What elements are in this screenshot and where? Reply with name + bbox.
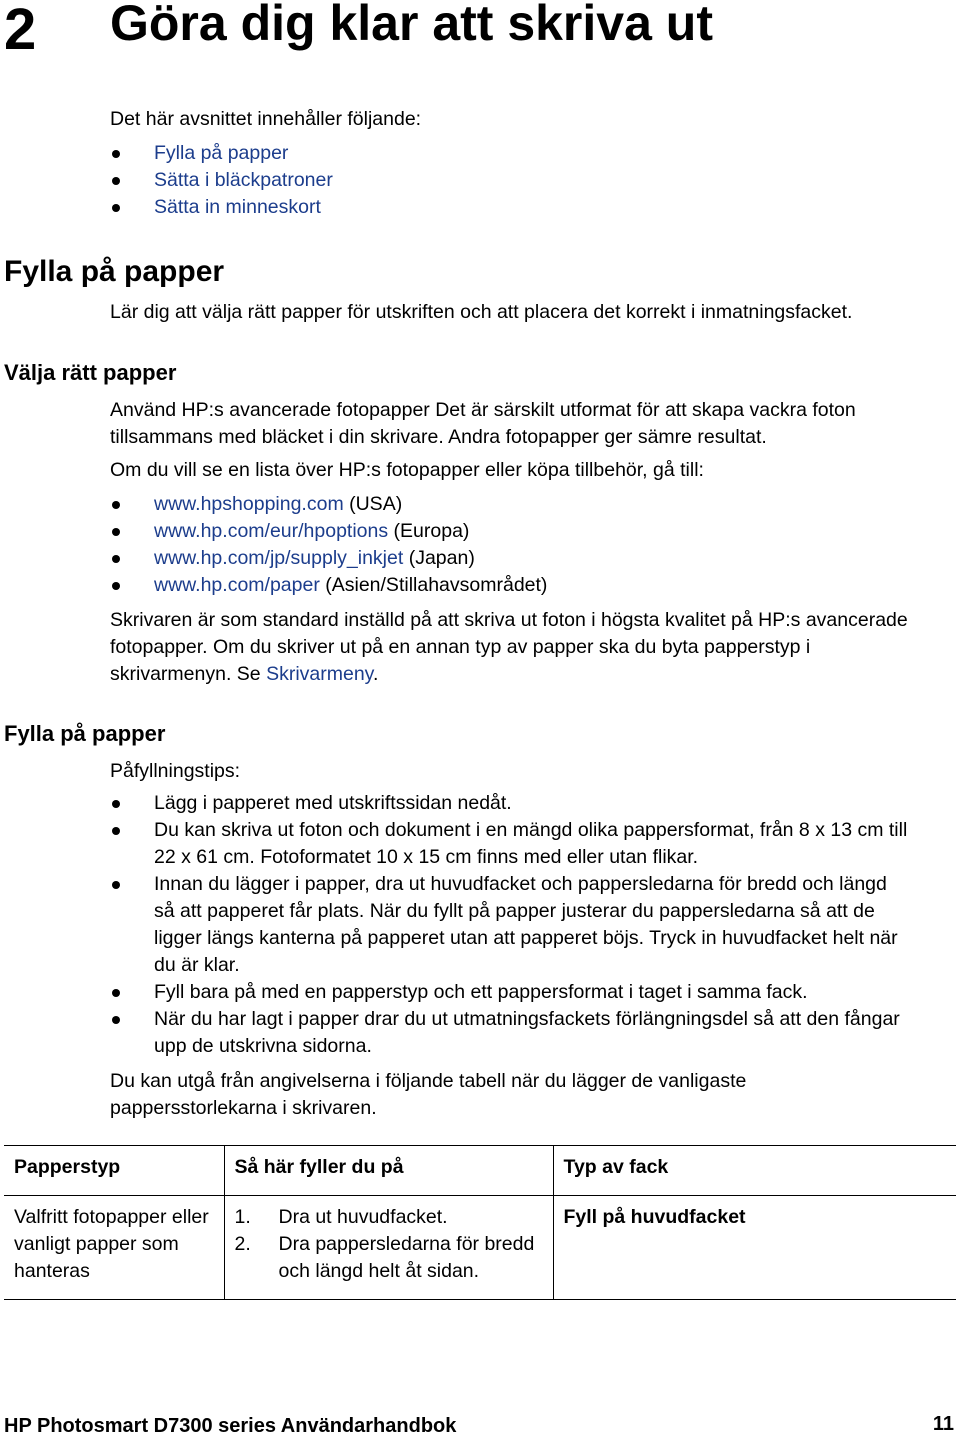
list-item xyxy=(110,140,930,167)
paper-table xyxy=(4,1145,956,1300)
paragraph-lista: Om du vill se en lista över HP:s fotopapper eller köpa tillbehör, gå till: xyxy=(110,459,704,481)
list-item: Du kan skriva ut foton och dokument i en mängd olika pappersformat, från 8 x 13 cm till 22 x 61 cm. Fotoformatet 10 x 15 cm finns med eller utan flikar. xyxy=(110,817,910,871)
chapter-title: Göra dig klar att skriva ut xyxy=(110,0,713,51)
list-item xyxy=(110,194,930,221)
steps-list xyxy=(235,1204,543,1285)
list-item xyxy=(110,572,930,599)
column-header-papperstyp: Papperstyp xyxy=(4,1146,224,1196)
list-item: När du har lagt i papper drar du ut utmatningsfackets förlängningsdel så att den fångar upp de utskrivna sidorna. xyxy=(110,1006,910,1060)
link-satta-i-blackpatroner[interactable]: Sätta i bläckpatroner xyxy=(154,169,333,191)
list-item xyxy=(110,491,930,518)
paragraph-end: . xyxy=(372,663,379,685)
cell-tray: Fyll på huvudfacket xyxy=(553,1196,956,1300)
link-fylla-pa-papper[interactable]: Fylla på papper xyxy=(154,142,289,164)
table-intro: Du kan utgå från angivelserna i följande tabell när du lägger de vanligaste pappersstorlekarna i skrivaren. xyxy=(110,1070,747,1119)
paragraph-standard xyxy=(110,607,910,688)
column-header-typ-av-fack: Typ av fack xyxy=(553,1146,956,1196)
site-region: (Japan) xyxy=(403,547,475,569)
site-region: (USA) xyxy=(343,493,403,515)
list-item xyxy=(110,518,930,545)
list-item xyxy=(235,1231,543,1285)
chapter-number: 2 xyxy=(4,0,37,62)
tips-list xyxy=(110,790,910,1060)
step-number: 2. xyxy=(234,1233,251,1255)
step-number: 1. xyxy=(234,1206,251,1228)
cell-steps xyxy=(224,1196,553,1300)
link-hp-jp[interactable]: www.hp.com/jp/supply_inkjet xyxy=(154,547,404,569)
list-item: Fyll bara på med en papperstyp och ett pappersformat i taget i samma fack. xyxy=(110,979,910,1006)
link-hp-eur[interactable]: www.hp.com/eur/hpoptions xyxy=(154,520,389,542)
column-header-sa-har: Så här fyller du på xyxy=(224,1146,553,1196)
step-text: Dra pappersledarna för bredd och längd helt åt sidan. xyxy=(278,1233,535,1282)
paragraph-standard-text: Skrivaren är som standard inställd på att skriva ut foton i högsta kvalitet på HP:s avancerade fotopapper. Om du skriver ut på en annan typ av papper ska du byta papperstyp i skrivarmenyn. Se xyxy=(110,609,908,685)
list-item xyxy=(110,545,930,572)
list-item xyxy=(235,1204,543,1231)
cell-paper-type: Valfritt fotopapper eller vanligt papper som hanteras xyxy=(4,1196,224,1300)
table-row xyxy=(4,1196,956,1300)
site-region: (Asien/Stillahavsområdet) xyxy=(319,574,548,596)
intro-text: Det här avsnittet innehåller följande: xyxy=(110,108,422,130)
link-skrivarmeny[interactable]: Skrivarmeny xyxy=(266,663,373,685)
link-hpshopping[interactable]: www.hpshopping.com xyxy=(154,493,344,515)
intro-link-list xyxy=(110,140,930,221)
list-item xyxy=(110,167,930,194)
step-text: Dra ut huvudfacket. xyxy=(278,1206,448,1228)
section-lead: Lär dig att välja rätt papper för utskriften och att placera det korrekt i inmatningsfacket. xyxy=(110,301,853,323)
subheading-fylla-pa-papper: Fylla på papper xyxy=(4,721,166,746)
tips-label: Påfyllningstips: xyxy=(110,760,241,782)
link-hp-paper[interactable]: www.hp.com/paper xyxy=(154,574,320,596)
site-region: (Europa) xyxy=(388,520,470,542)
section-heading-fylla-pa-papper: Fylla på papper xyxy=(4,255,225,288)
table-header-row xyxy=(4,1146,956,1196)
paragraph-fotopapper: Använd HP:s avancerade fotopapper Det är särskilt utformat för att skapa vackra foton tillsammans med bläcket i din skrivare. Andra fotopapper ger sämre resultat. xyxy=(110,399,856,448)
page-number: 11 xyxy=(932,1413,954,1435)
subheading-valja-ratt-papper: Välja rätt papper xyxy=(4,360,177,385)
list-item: Innan du lägger i papper, dra ut huvudfacket och pappersledarna för bredd och längd så att papperet får plats. När du fyllt på papper justerar du pappersledarna så att de ligger längs kanterna på papperet utan att papperet böjs. Tryck in huvudfacket helt när du är klar. xyxy=(110,871,910,979)
footer-title: HP Photosmart D7300 series Användarhandbok xyxy=(4,1415,457,1437)
link-satta-in-minneskort[interactable]: Sätta in minneskort xyxy=(154,196,321,218)
list-item: Lägg i papperet med utskriftssidan nedåt. xyxy=(110,790,910,817)
site-list xyxy=(110,491,930,599)
